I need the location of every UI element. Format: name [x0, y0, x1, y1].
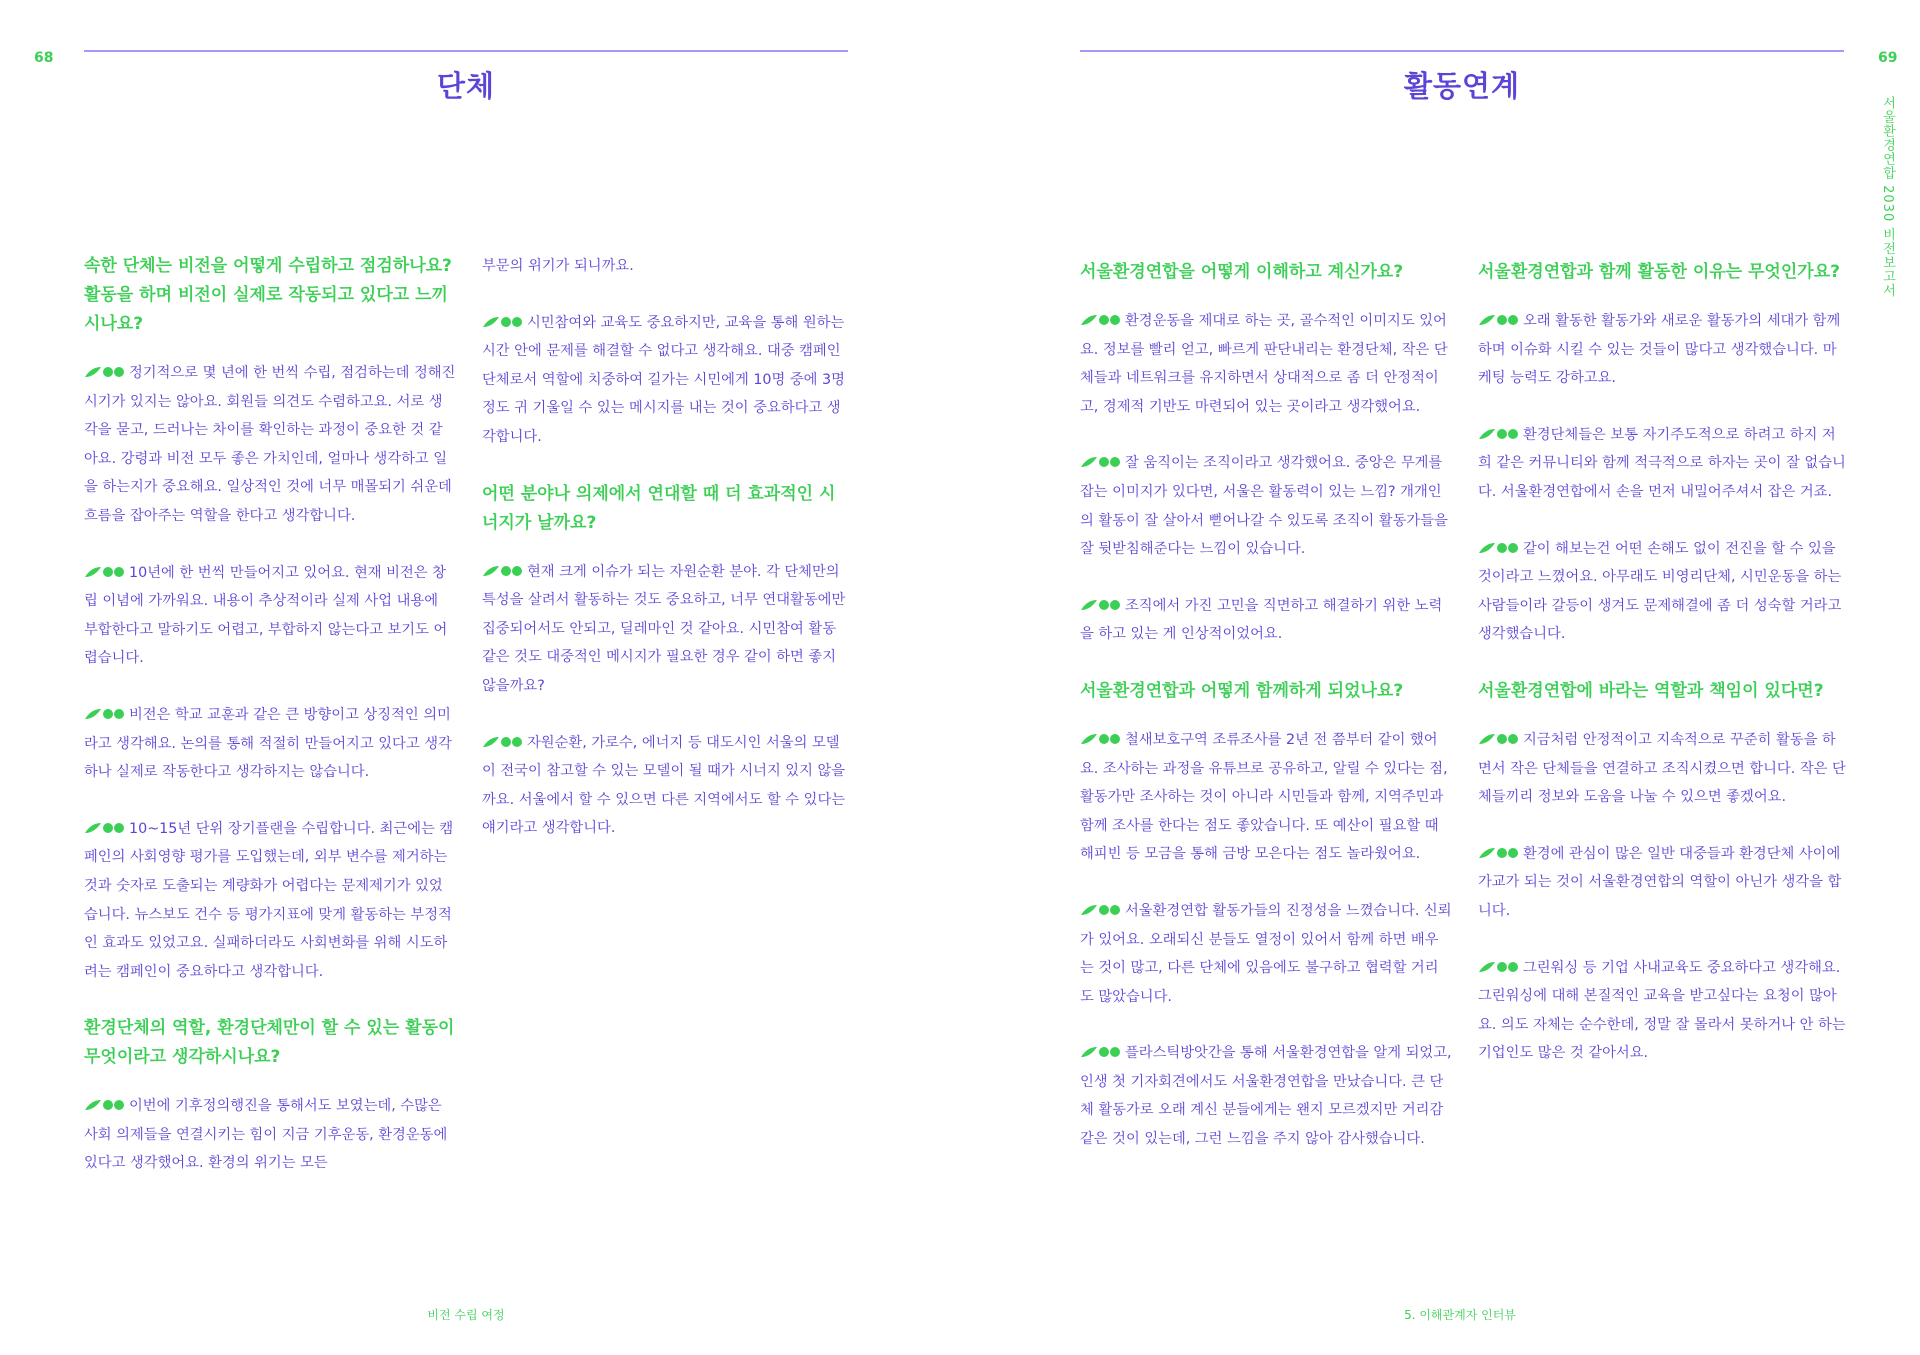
leaf-dot-dot-icon — [482, 559, 522, 571]
leaf-dot-dot-icon — [1478, 536, 1518, 548]
leaf-dot-dot-icon — [1080, 1040, 1120, 1052]
answer-text: 오래 활동한 활동가와 새로운 활동가의 세대가 함께하며 이슈화 시킬 수 있는 것들이 많다고 생각했습니다. 마케팅 능력도 강하고요. — [1478, 313, 1841, 387]
answer-paragraph — [1080, 307, 1452, 421]
answer-paragraph — [482, 729, 848, 843]
answer-paragraph — [1080, 726, 1452, 869]
answer-text: 환경단체들은 보통 자기주도적으로 하려고 하지 저희 같은 커뮤니티와 함께 적극적으로 하자는 곳이 잘 없습니다. 서울환경연합에서 손을 먼저 내밀어주셔서 잡은 거죠. — [1478, 426, 1846, 500]
left-column-1 — [84, 252, 456, 1206]
section-title-left: 단체 — [436, 69, 496, 103]
answer-text: 같이 해보는건 어떤 손해도 없이 전진을 할 수 있을 것이라고 느꼈어요. 아무래도 비영리단체, 시민운동을 하는 사람들이라 갈등이 생겨도 문제해결에 좀 더 성숙할 거라고 생각했습니다. — [1478, 540, 1842, 643]
answer-text: 환경에 관심이 많은 일반 대중들과 환경단체 사이에 가교가 되는 것이 서울환경연합의 역할이 아닌가 생각을 합니다. — [1478, 845, 1842, 919]
answer-text: 서울환경연합 활동가들의 진정성을 느꼈습니다. 신뢰가 있어요. 오래되신 분들도 열정이 있어서 함께 하면 배우는 것이 많고, 다른 단체에 있음에도 불구하고 협력할 거리도 많았습니다. — [1080, 902, 1452, 1005]
answer-text: 부문의 위기가 되니까요. — [482, 258, 634, 274]
question-heading: 어떤 분야나 의제에서 연대할 때 더 효과적인 시너지가 날까요? — [482, 483, 836, 533]
answer-paragraph — [1478, 840, 1848, 926]
answer-text: 환경운동을 제대로 하는 곳, 골수적인 이미지도 있어요. 정보를 빨리 얻고, 빠르게 판단내리는 환경단체, 작은 단체들과 네트워크를 유지하면서 상대적으로 좀 더 안정적이고, 경제적 기반도 마련되어 있는 곳이라고 생각했어요. — [1080, 313, 1448, 415]
left-column-2 — [482, 252, 848, 871]
leaf-dot-dot-icon — [1478, 422, 1518, 434]
footer-left: 비전 수립 여정 — [427, 1308, 505, 1322]
leaf-dot-dot-icon — [1080, 450, 1120, 462]
leaf-dot-dot-icon — [1080, 898, 1120, 910]
leaf-dot-dot-icon — [84, 560, 124, 572]
section-title-right: 활동연계 — [1403, 69, 1521, 103]
leaf-dot-dot-icon — [84, 1093, 124, 1105]
header-rule-right — [1080, 50, 1844, 52]
right-column-2 — [1478, 258, 1848, 1096]
answer-paragraph — [1478, 954, 1848, 1068]
answer-text: 철새보호구역 조류조사를 2년 전 쯤부터 같이 했어요. 조사하는 과정을 유튜브로 공유하고, 알릴 수 있다는 점, 활동가만 조사하는 것이 아니라 시민들과 함께, 지역주민과 함께 조사를 한다는 점도 좋았습니다. 또 예산이 필요할 때 해피빈 등 모금을 통해 금방 모은다는 점도 놀라웠어요. — [1080, 731, 1448, 863]
answer-text: 지금처럼 안정적이고 지속적으로 꾸준히 활동을 하면서 작은 단체들을 연결하고 조직시켰으면 합니다. 작은 단체들끼리 정보와 도움을 나눌 수 있으면 좋겠어요. — [1478, 731, 1846, 806]
vertical-report-title: 서울환경연합 2030 비전보고서 — [1880, 96, 1895, 298]
answer-paragraph — [84, 1092, 456, 1178]
answer-paragraph — [1080, 449, 1452, 563]
answer-paragraph — [1478, 535, 1848, 649]
leaf-dot-dot-icon — [84, 360, 124, 372]
answer-text: 현재 크게 이슈가 되는 자원순환 분야. 각 단체만의 특성을 살려서 활동하는 것도 중요하고, 너무 연대활동에만 집중되어서도 안되고, 딜레마인 것 같아요. 시민참여 활동 같은 것도 대중적인 메시지가 필요한 경우 같이 하면 좋지 않을까요? — [482, 563, 846, 694]
answer-text: 그린워싱 등 기업 사내교육도 중요하다고 생각해요. 그린워싱에 대해 본질적인 교육을 받고싶다는 요청이 많아요. 의도 자체는 순수한데, 정말 잘 몰라서 못하거나 안 하는 기업인도 많은 것 같아서요. — [1478, 959, 1846, 1062]
leaf-dot-dot-icon — [1080, 727, 1120, 739]
answer-text: 자원순환, 가로수, 에너지 등 대도시인 서울의 모델이 전국이 참고할 수 있는 모델이 될 때가 시너지 있지 않을까요. 서울에서 할 수 있으면 다른 지역에서도 할 수 있다는 얘기라고 생각합니다. — [482, 734, 846, 837]
answer-text: 조직에서 가진 고민을 직면하고 해결하기 위한 노력을 하고 있는 게 인상적이었어요. — [1080, 597, 1443, 643]
answer-paragraph — [1478, 726, 1848, 812]
page-number-right: 69 — [1878, 50, 1898, 66]
leaf-dot-dot-icon — [1478, 308, 1518, 320]
answer-paragraph — [1080, 592, 1452, 649]
answer-paragraph — [1080, 897, 1452, 1011]
page-number-left: 68 — [34, 50, 54, 66]
answer-paragraph — [1478, 421, 1848, 507]
answer-continuation — [482, 252, 848, 281]
leaf-dot-dot-icon — [1478, 841, 1518, 853]
question-heading: 서울환경연합에 바라는 역할과 책임이 있다면? — [1478, 680, 1824, 701]
leaf-dot-dot-icon — [1080, 593, 1120, 605]
answer-text: 이번에 기후정의행진을 통해서도 보였는데, 수많은 사회 의제들을 연결시키는 힘이 지금 기후운동, 환경운동에 있다고 생각했어요. 환경의 위기는 모든 — [84, 1098, 448, 1172]
answer-paragraph — [1080, 1039, 1452, 1153]
answer-text: 10~15년 단위 장기플랜을 수립합니다. 최근에는 캠페인의 사회영향 평가를 도입했는데, 외부 변수를 제거하는 것과 숫자로 도출되는 계량화가 어렵다는 문제제기가 있었습니다. 뉴스보도 건수 등 평가지표에 맞게 활동하는 부정적인 효과도 있었고요. 실패하더라도 사회변화를 위해 시도하려는 캠페인이 중요하다고 생각합니다. — [84, 820, 454, 980]
right-page — [960, 0, 1920, 1355]
leaf-dot-dot-icon — [84, 702, 124, 714]
leaf-dot-dot-icon — [482, 730, 522, 742]
question-heading: 속한 단체는 비전을 어떻게 수립하고 점검하나요? 활동을 하며 비전이 실제로 작동되고 있다고 느끼시나요? — [84, 256, 452, 334]
answer-text: 잘 움직이는 조직이라고 생각했어요. 중앙은 무게를 잡는 이미지가 있다면, 서울은 활동력이 있는 느낌? 개개인의 활동이 잘 살아서 뻗어나갈 수 있도록 조직이 활동가들을 잘 뒷받침해준다는 느낌이 있습니다. — [1080, 455, 1448, 558]
answer-paragraph — [84, 359, 456, 531]
answer-paragraph — [1478, 307, 1848, 393]
answer-paragraph — [84, 559, 456, 673]
question-heading: 서울환경연합을 어떻게 이해하고 계신가요? — [1080, 262, 1404, 282]
leaf-dot-dot-icon — [482, 310, 522, 322]
answer-paragraph — [84, 701, 456, 787]
answer-text: 시민참여와 교육도 중요하지만, 교육을 통해 원하는 시간 안에 문제를 해결할 수 없다고 생각해요. 대중 캠페인 단체로서 역할에 치중하여 길가는 시민에게 10명 중에 3명 정도 귀 기울일 수 있는 메시지를 내는 것이 중요하다고 생각합니다. — [482, 314, 845, 445]
question-heading: 환경단체의 역할, 환경단체만이 할 수 있는 활동이 무엇이라고 생각하시나요? — [84, 1018, 455, 1068]
leaf-dot-dot-icon — [1080, 308, 1120, 320]
leaf-dot-dot-icon — [84, 816, 124, 828]
answer-paragraph — [482, 309, 848, 452]
header-rule-left — [84, 50, 848, 52]
footer-right: 5. 이해관계자 인터뷰 — [1404, 1308, 1516, 1322]
leaf-dot-dot-icon — [1478, 955, 1518, 967]
answer-text: 10년에 한 번씩 만들어지고 있어요. 현재 비전은 창립 이념에 가까워요. 내용이 추상적이라 실제 사업 내용에 부합한다고 말하기도 어렵고, 부합하지 않는다고 보기도 어렵습니다. — [84, 564, 448, 667]
question-heading: 서울환경연합과 함께 활동한 이유는 무엇인가요? — [1478, 262, 1840, 282]
answer-text: 플라스틱방앗간을 통해 서울환경연합을 알게 되었고, 인생 첫 기자회견에서도 서울환경연합을 만났습니다. 큰 단체 활동가로 오래 계신 분들에게는 왠지 모르겠지만 거리감 같은 것이 있는데, 그런 느낌을 주지 않아 감사했습니다. — [1080, 1045, 1452, 1148]
answer-paragraph — [84, 815, 456, 987]
question-heading: 서울환경연합과 어떻게 함께하게 되었나요? — [1080, 680, 1404, 701]
answer-paragraph — [482, 558, 848, 701]
right-column-1 — [1080, 258, 1452, 1182]
answer-text: 비전은 학교 교훈과 같은 큰 방향이고 상징적인 의미라고 생각해요. 논의를 통해 적절히 만들어지고 있다고 생각하나 실제로 작동한다고 생각하지는 않습니다. — [84, 706, 452, 781]
answer-text: 정기적으로 몇 년에 한 번씩 수립, 점검하는데 정해진 시기가 있지는 않아요. 회원들 의견도 수렴하고요. 서로 생각을 묻고, 드러나는 차이를 확인하는 과정이 중요한 것 같아요. 강령과 비전 모두 좋은 가치인데, 얼마나 생각하고 일을 하는지가 중요해요. 일상적인 것에 너무 매몰되기 쉬운데 흐름을 잡아주는 역할을 한다고 생각합니다. — [84, 365, 456, 524]
leaf-dot-dot-icon — [1478, 727, 1518, 739]
